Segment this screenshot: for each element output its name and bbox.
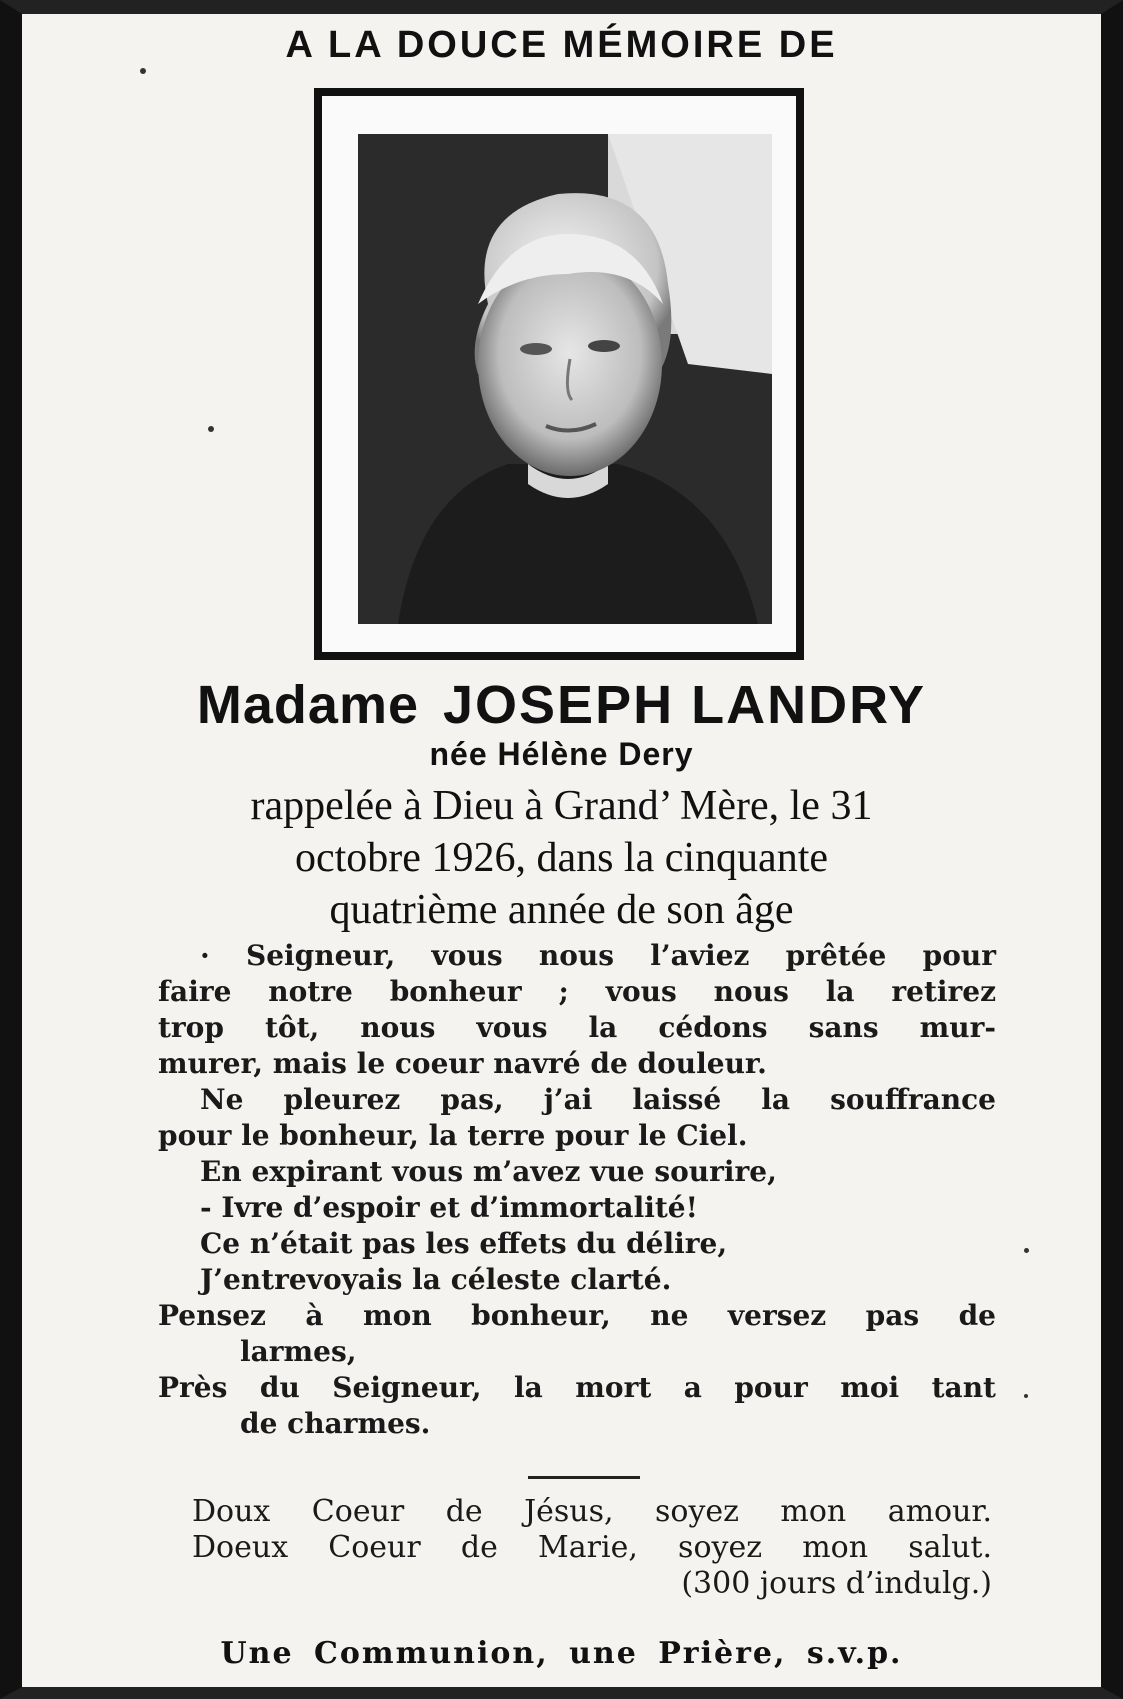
indulgence-note: (300 jours d’indulg.) bbox=[681, 1566, 992, 1601]
prayer-line: Doeux Coeur de Marie, soyez mon salut. bbox=[192, 1530, 992, 1565]
memorial-header: A LA DOUCE MÉMOIRE DE bbox=[285, 24, 838, 66]
closing-request: Une Communion, une Prière, s.v.p. bbox=[220, 1636, 903, 1671]
prayer-line: Doux Coeur de Jésus, soyez mon amour. bbox=[192, 1494, 992, 1529]
poem-line: En expirant vous m’avez vue sourire, bbox=[200, 1155, 777, 1188]
poem-line: faire notre bonheur ; vous nous la retirez bbox=[158, 975, 996, 1008]
name-main: JOSEPH LANDRY bbox=[443, 675, 927, 735]
poem-line: J’entrevoyais la céleste clarté. bbox=[200, 1263, 672, 1296]
poem-line: Ne pleurez pas, j’ai laissé la souffrance bbox=[200, 1083, 996, 1116]
death-notice-line: quatrième année de son âge bbox=[329, 887, 794, 933]
section-divider bbox=[528, 1476, 640, 1479]
portrait-photo bbox=[358, 134, 772, 624]
birth-name: née Hélène Dery bbox=[429, 736, 694, 772]
poem-line: larmes, bbox=[240, 1335, 357, 1368]
poem-line: Près du Seigneur, la mort a pour moi tant bbox=[158, 1371, 996, 1404]
ink-speck bbox=[140, 68, 146, 74]
death-notice-line: rappelée à Dieu à Grand’ Mère, le 31 bbox=[250, 783, 873, 829]
poem-line: pour le bonheur, la terre pour le Ciel. bbox=[158, 1119, 748, 1152]
ink-speck bbox=[208, 426, 214, 432]
death-notice-line: octobre 1926, dans la cinquante bbox=[295, 835, 828, 881]
poem-line: murer, mais le coeur navré de douleur. bbox=[158, 1047, 767, 1080]
poem-line: trop tôt, nous vous la cédons sans mur- bbox=[158, 1011, 996, 1044]
ink-speck bbox=[1024, 1394, 1028, 1398]
poem-line: · Seigneur, vous nous l’aviez prêtée pour bbox=[200, 939, 996, 972]
poem-line: Pensez à mon bonheur, ne versez pas de bbox=[158, 1299, 996, 1332]
portrait-frame bbox=[314, 88, 804, 660]
poem-line: - Ivre d’espoir et d’immortalité! bbox=[200, 1191, 698, 1224]
memorial-poem bbox=[158, 938, 996, 1442]
prayers bbox=[192, 1494, 992, 1602]
poem-line: de charmes. bbox=[240, 1407, 431, 1440]
name-prefix: Madame bbox=[196, 675, 419, 735]
portrait-image bbox=[358, 134, 772, 624]
ink-speck bbox=[1024, 1248, 1029, 1253]
deceased-name bbox=[22, 674, 1101, 736]
poem-line: Ce n’était pas les effets du délire, bbox=[200, 1227, 728, 1260]
death-notice bbox=[122, 780, 1001, 936]
